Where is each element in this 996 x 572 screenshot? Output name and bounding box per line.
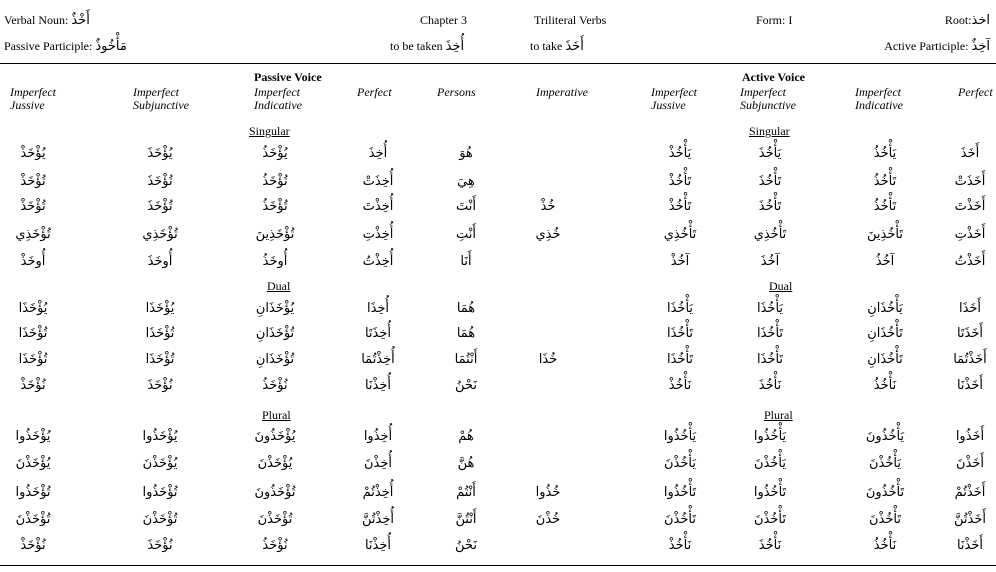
col-imperative: Imperative <box>536 85 588 99</box>
cell-passive-jussive: نُؤْخَذْ <box>20 378 46 393</box>
cell-person: أَنْتِ <box>456 227 476 242</box>
cell-active-jussive: تَأْخُذُوا <box>663 485 697 500</box>
cell-passive-perfect: أُخِذَتَا <box>364 326 392 341</box>
cell-active-jussive: تَأْخُذْ <box>668 174 692 189</box>
passive-gloss-arabic: أُخِذَ <box>445 39 465 54</box>
active-participle-value: آخِذٌ <box>971 39 990 54</box>
cell-passive-indicative: تُؤْخَذُونَ <box>254 485 296 500</box>
col-passive-indicative-line2: Indicative <box>254 98 302 112</box>
cell-passive-indicative: تُؤْخَذَانِ <box>255 326 295 341</box>
col-active-indicative <box>855 86 903 112</box>
cell-passive-indicative: تُؤْخَذْنَ <box>257 512 293 527</box>
cell-active-perfect: أَخَذْتُ <box>954 254 986 269</box>
cell-passive-indicative: أُوخَذُ <box>262 254 288 269</box>
cell-passive-jussive: تُؤْخَذْ <box>20 174 46 189</box>
cell-active-perfect: أَخَذَا <box>958 301 982 316</box>
cell-passive-jussive: تُؤْخَذُوا <box>15 485 51 500</box>
cell-active-indicative: آخُذُ <box>875 254 895 269</box>
cell-passive-indicative: يُؤْخَذَانِ <box>255 301 295 316</box>
cell-active-indicative: نَأْخُذُ <box>873 538 897 553</box>
cell-person: هُنَّ <box>457 456 475 471</box>
cell-passive-jussive: تُؤْخَذَا <box>18 352 48 367</box>
col-active-subjunctive <box>740 86 796 112</box>
cell-active-subjunctive: تَأْخُذِي <box>753 227 787 242</box>
passive-participle <box>4 39 127 54</box>
cell-person: نَحْنُ <box>455 538 477 553</box>
chapter-label: Chapter 3 <box>420 13 467 27</box>
cell-passive-perfect: أُخِذُوا <box>363 429 393 444</box>
col-active-jussive-line2: Jussive <box>651 98 686 112</box>
cell-passive-subjunctive: يُؤْخَذْنَ <box>142 456 178 471</box>
cell-passive-indicative: يُؤْخَذُ <box>262 146 288 161</box>
cell-active-subjunctive: تَأْخُذَ <box>758 199 782 214</box>
cell-active-perfect: أَخَذَتْ <box>954 174 986 189</box>
col-passive-perfect: Perfect <box>357 85 392 99</box>
cell-active-perfect: أَخَذُوا <box>955 429 985 444</box>
cell-active-subjunctive: تَأْخُذْنَ <box>754 512 786 527</box>
cell-imperative: خُذُوا <box>535 485 561 500</box>
cell-active-indicative: يَأْخُذَانِ <box>867 301 903 316</box>
cell-passive-subjunctive: تُؤْخَذِي <box>142 227 178 242</box>
cell-imperative: خُذَا <box>538 352 558 367</box>
active-participle <box>884 39 990 54</box>
cell-active-subjunctive: تَأْخُذُوا <box>753 485 787 500</box>
cell-passive-subjunctive: تُؤْخَذَ <box>147 199 173 214</box>
col-active-jussive <box>651 86 697 112</box>
cell-passive-jussive: يُؤْخَذَا <box>18 301 48 316</box>
cell-passive-subjunctive: تُؤْخَذَا <box>145 326 175 341</box>
col-active-indicative-line1: Imperfect <box>855 85 901 99</box>
cell-passive-subjunctive: يُؤْخَذُوا <box>142 429 178 444</box>
col-active-jussive-line1: Imperfect <box>651 85 697 99</box>
passive-gloss-text: to be taken <box>390 39 443 53</box>
cell-active-indicative: يَأْخُذُونَ <box>865 429 905 444</box>
cell-passive-subjunctive: تُؤْخَذُوا <box>142 485 178 500</box>
footer-rule <box>0 565 996 566</box>
cell-person: هُمَا <box>456 301 476 316</box>
col-passive-jussive-line2: Jussive <box>10 98 45 112</box>
active-voice-heading: Active Voice <box>742 70 805 84</box>
cell-person: أَنْتَ <box>456 199 476 214</box>
root <box>945 13 990 28</box>
cell-passive-jussive: أُوخَذْ <box>20 254 46 269</box>
cell-imperative: خُذْنَ <box>535 512 561 527</box>
cell-active-subjunctive: نَأْخُذَ <box>758 538 782 553</box>
cell-active-perfect: أَخَذْنَ <box>955 456 985 471</box>
verbal-noun-label: Verbal Noun: <box>4 13 69 27</box>
cell-active-jussive: نَأْخُذْ <box>668 538 692 553</box>
cell-passive-indicative: نُؤْخَذُ <box>262 538 288 553</box>
cell-person: أَنْتُمَا <box>454 352 478 367</box>
section-plural-active: Plural <box>764 408 793 422</box>
cell-active-jussive: تَأْخُذْ <box>668 199 692 214</box>
col-passive-indicative-line1: Imperfect <box>254 85 300 99</box>
cell-passive-jussive: يُؤْخَذْ <box>20 146 46 161</box>
cell-passive-indicative: يُؤْخَذُونَ <box>254 429 296 444</box>
cell-passive-perfect: أُخِذْتُ <box>362 254 394 269</box>
cell-active-perfect: أَخَذْنَا <box>956 378 984 393</box>
active-gloss-arabic: أَخَذَ <box>565 39 584 54</box>
passive-gloss <box>390 39 464 54</box>
cell-passive-subjunctive: يُؤْخَذَ <box>147 146 173 161</box>
cell-passive-jussive: نُؤْخَذْ <box>20 538 46 553</box>
passive-voice-heading: Passive Voice <box>254 70 322 84</box>
col-active-perfect: Perfect <box>958 85 993 99</box>
cell-active-jussive: تَأْخُذَا <box>666 326 694 341</box>
cell-active-perfect: أَخَذْتَ <box>954 199 986 214</box>
cell-active-perfect: أَخَذْتُمْ <box>954 485 986 500</box>
cell-active-subjunctive: يَأْخُذَ <box>758 146 782 161</box>
cell-passive-subjunctive: أُوخَذَ <box>147 254 173 269</box>
cell-passive-indicative: يُؤْخَذْنَ <box>257 456 293 471</box>
col-passive-indicative <box>254 86 302 112</box>
cell-passive-perfect: أُخِذْتَ <box>362 199 394 214</box>
cell-passive-indicative: تُؤْخَذَانِ <box>255 352 295 367</box>
section-singular-active: Singular <box>749 124 790 138</box>
cell-passive-perfect: أُخِذْتُنَّ <box>362 512 394 527</box>
cell-person: هِيَ <box>457 174 475 189</box>
cell-passive-jussive: يُؤْخَذْنَ <box>15 456 51 471</box>
section-plural-passive: Plural <box>262 408 291 422</box>
cell-active-perfect: أَخَذْتِ <box>954 227 986 242</box>
cell-passive-jussive: تُؤْخَذْنَ <box>15 512 51 527</box>
cell-active-perfect: أَخَذْتُمَا <box>953 352 987 367</box>
cell-active-jussive: تَأْخُذِي <box>663 227 697 242</box>
cell-active-indicative: تَأْخُذْنَ <box>869 512 901 527</box>
cell-passive-subjunctive: نُؤْخَذَ <box>147 378 173 393</box>
cell-active-indicative: يَأْخُذْنَ <box>869 456 901 471</box>
cell-active-subjunctive: آخُذَ <box>760 254 780 269</box>
cell-active-jussive: نَأْخُذْ <box>668 378 692 393</box>
col-passive-subjunctive-line1: Imperfect <box>133 85 179 99</box>
cell-active-jussive: تَأْخُذْنَ <box>664 512 696 527</box>
cell-person: هُمَا <box>456 326 476 341</box>
passive-participle-label: Passive Participle: <box>4 39 93 53</box>
col-passive-subjunctive-line2: Subjunctive <box>133 98 189 112</box>
cell-person: هُوَ <box>459 146 473 161</box>
cell-person: أَنْتُنَّ <box>455 512 477 527</box>
header-rule <box>0 63 996 64</box>
cell-person: أَنْتُمْ <box>456 485 476 500</box>
active-gloss <box>530 39 584 54</box>
cell-passive-perfect: أُخِذَا <box>366 301 390 316</box>
cell-passive-perfect: أُخِذْتُمَا <box>361 352 395 367</box>
cell-passive-jussive: تُؤْخَذَا <box>18 326 48 341</box>
cell-passive-indicative: تُؤْخَذِينَ <box>255 227 295 242</box>
cell-active-subjunctive: يَأْخُذَا <box>756 301 784 316</box>
cell-active-jussive: يَأْخُذُوا <box>663 429 697 444</box>
cell-passive-indicative: نُؤْخَذُ <box>262 378 288 393</box>
cell-passive-indicative: تُؤْخَذُ <box>262 174 288 189</box>
cell-active-jussive: آخُذْ <box>670 254 690 269</box>
cell-active-jussive: تَأْخُذَا <box>666 352 694 367</box>
cell-active-subjunctive: نَأْخُذَ <box>758 378 782 393</box>
cell-active-jussive: يَأْخُذَا <box>666 301 694 316</box>
cell-active-indicative: نَأْخُذُ <box>873 378 897 393</box>
cell-passive-subjunctive: نُؤْخَذَ <box>147 538 173 553</box>
cell-active-indicative: تَأْخُذَانِ <box>867 352 903 367</box>
col-passive-jussive <box>10 86 56 112</box>
section-dual-active: Dual <box>769 279 793 293</box>
cell-passive-perfect: أُخِذَتْ <box>362 174 394 189</box>
cell-active-subjunctive: تَأْخُذَ <box>758 174 782 189</box>
cell-passive-jussive: تُؤْخَذْ <box>20 199 46 214</box>
cell-active-indicative: تَأْخُذُ <box>873 174 897 189</box>
cell-active-indicative: تَأْخُذِينَ <box>867 227 903 242</box>
cell-passive-perfect: أُخِذَ <box>368 146 388 161</box>
active-participle-label: Active Participle: <box>884 39 969 53</box>
verbal-noun <box>4 13 90 28</box>
cell-passive-perfect: أُخِذْنَ <box>363 456 393 471</box>
cell-active-indicative: تَأْخُذُ <box>873 199 897 214</box>
cell-passive-perfect: أُخِذْنَا <box>364 378 392 393</box>
cell-passive-perfect: أُخِذْتُمْ <box>362 485 394 500</box>
cell-person: نَحْنُ <box>455 378 477 393</box>
cell-active-indicative: تَأْخُذَانِ <box>867 326 903 341</box>
cell-imperative: خُذِي <box>535 227 561 242</box>
cell-active-perfect: أَخَذْتُنَّ <box>954 512 986 527</box>
cell-person: أَنَا <box>460 254 472 269</box>
cell-active-jussive: يَأْخُذْ <box>668 146 692 161</box>
section-singular-passive: Singular <box>249 124 290 138</box>
root-value: اخذ <box>971 13 990 28</box>
cell-active-indicative: يَأْخُذُ <box>873 146 897 161</box>
cell-passive-subjunctive: تُؤْخَذَا <box>145 352 175 367</box>
root-label: Root: <box>944 13 972 27</box>
cell-person: هُمْ <box>458 429 474 444</box>
section-dual-passive: Dual <box>267 279 291 293</box>
form-label: Form: I <box>756 13 793 27</box>
col-active-subjunctive-line1: Imperfect <box>740 85 786 99</box>
cell-active-indicative: تَأْخُذُونَ <box>865 485 905 500</box>
verb-type-label: Triliteral Verbs <box>534 13 607 27</box>
passive-participle-value: مَأْخُوذٌ <box>95 39 127 54</box>
cell-imperative: خُذْ <box>540 199 556 214</box>
verbal-noun-value: أَخْذٌ <box>71 13 90 28</box>
col-passive-jussive-line1: Imperfect <box>10 85 56 99</box>
col-persons: Persons <box>437 85 476 99</box>
cell-active-perfect: أَخَذَ <box>960 146 980 161</box>
cell-active-jussive: يَأْخُذْنَ <box>664 456 696 471</box>
cell-passive-subjunctive: يُؤْخَذَا <box>145 301 175 316</box>
cell-passive-indicative: تُؤْخَذُ <box>262 199 288 214</box>
cell-active-subjunctive: يَأْخُذُوا <box>753 429 787 444</box>
active-gloss-text: to take <box>530 39 563 53</box>
cell-passive-subjunctive: تُؤْخَذَ <box>147 174 173 189</box>
col-passive-subjunctive <box>133 86 189 112</box>
cell-passive-jussive: يُؤْخَذُوا <box>15 429 51 444</box>
cell-passive-perfect: أُخِذْتِ <box>362 227 394 242</box>
cell-active-subjunctive: تَأْخُذَا <box>756 326 784 341</box>
cell-active-perfect: أَخَذْنَا <box>956 538 984 553</box>
cell-active-subjunctive: يَأْخُذْنَ <box>754 456 786 471</box>
cell-active-perfect: أَخَذَتَا <box>956 326 984 341</box>
cell-active-subjunctive: تَأْخُذَا <box>756 352 784 367</box>
col-active-indicative-line2: Indicative <box>855 98 903 112</box>
cell-passive-subjunctive: تُؤْخَذْنَ <box>142 512 178 527</box>
cell-passive-jussive: تُؤْخَذِي <box>15 227 51 242</box>
cell-passive-perfect: أُخِذْنَا <box>364 538 392 553</box>
col-active-subjunctive-line2: Subjunctive <box>740 98 796 112</box>
